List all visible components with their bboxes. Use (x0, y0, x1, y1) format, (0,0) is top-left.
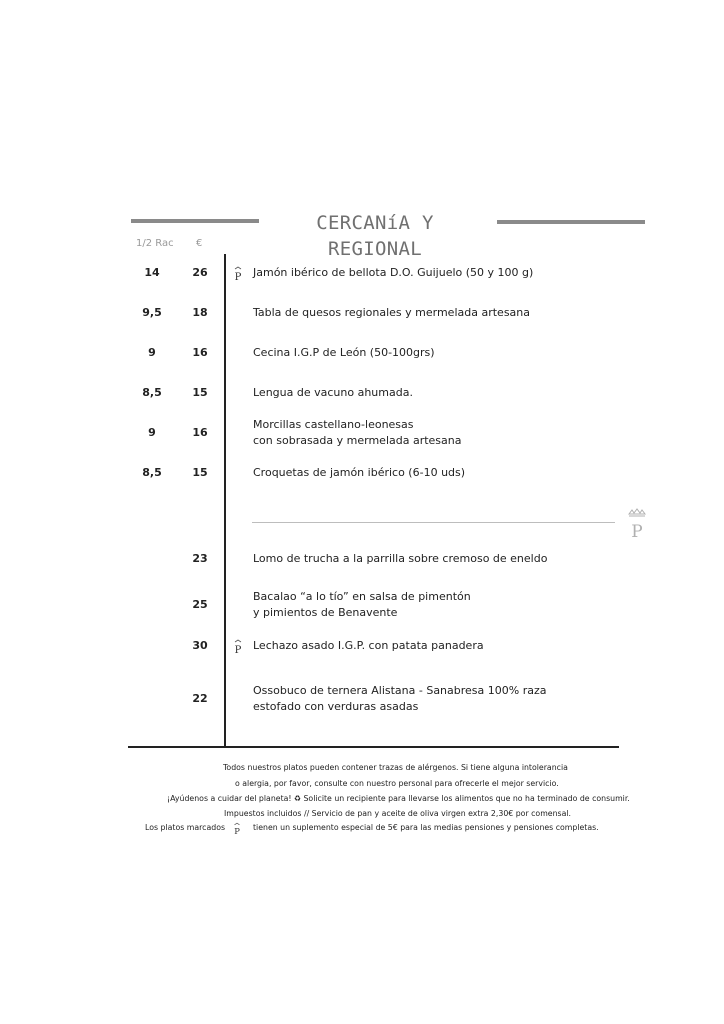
half-price: 8,5 (142, 386, 162, 399)
full-price: 26 (192, 266, 208, 279)
full-price: 25 (192, 598, 208, 611)
full-price: 16 (192, 346, 208, 359)
section-separator (252, 522, 615, 523)
parador-mark-icon (232, 822, 242, 836)
dish-name: Croquetas de jamón ibérico (6-10 uds) (253, 466, 466, 479)
dish-name: Jamón ibérico de bellota D.O. Guijuelo (50 y 100 g) (253, 266, 534, 279)
dish-name: Tabla de quesos regionales y mermelada artesana (253, 306, 530, 319)
half-price: 14 (144, 266, 160, 279)
footer-allergen-line: Todos nuestros platos pueden contener trazas de alérgenos. Si tiene alguna intolerancia (223, 763, 568, 772)
bottom-rule (128, 746, 619, 748)
full-price: 15 (192, 466, 208, 479)
half-price: 9,5 (142, 306, 162, 319)
footer-planet-line: ¡Ayúdenos a cuidar del planeta! ♻ Solicite un recipiente para llevarse los alimentos que no ha terminado de consumir. (167, 794, 630, 803)
footer-allergen-line-2: o alergia, por favor, consulte con nuestro personal para ofrecerle el mejor servicio. (235, 779, 559, 788)
column-header-half: 1/2 Rac (136, 238, 174, 249)
footer-supplement-line: tienen un suplemento especial de 5€ para las medias pensiones y pensiones completas. (253, 823, 599, 832)
svg-text:P: P (234, 826, 240, 836)
full-price: 18 (192, 306, 208, 319)
svg-text:P: P (234, 272, 242, 282)
full-price: 30 (192, 639, 208, 652)
half-price: 9 (148, 346, 156, 359)
dish-name: Ossobuco de ternera Alistana - Sanabresa 100% raza (253, 684, 547, 697)
dish-description: y pimientos de Benavente (253, 606, 398, 619)
dish-name: Bacalao “a lo tío” en salsa de pimentón (253, 590, 471, 603)
half-price: 9 (148, 426, 156, 439)
header-rule-right (497, 220, 645, 224)
dish-name: Lengua de vacuno ahumada. (253, 386, 413, 399)
full-price: 23 (192, 552, 208, 565)
parador-mark-icon (232, 639, 244, 655)
full-price: 15 (192, 386, 208, 399)
dish-name: Lomo de trucha a la parrilla sobre cremoso de eneldo (253, 552, 548, 565)
svg-text:P: P (234, 645, 242, 655)
dish-description: estofado con verduras asadas (253, 700, 419, 713)
svg-text:P: P (631, 522, 643, 540)
header-rule-left (131, 219, 259, 223)
full-price: 16 (192, 426, 208, 439)
dish-description: con sobrasada y mermelada artesana (253, 434, 462, 447)
section-title: CERCANíA Y REGIONAL (316, 212, 434, 260)
half-price: 8,5 (142, 466, 162, 479)
footer-taxes-line: Impuestos incluidos // Servicio de pan y aceite de oliva virgen extra 2,30€ por comensal. (224, 809, 572, 818)
dish-name: Morcillas castellano-leonesas (253, 418, 414, 431)
column-header-full: € (196, 238, 203, 249)
full-price: 22 (192, 692, 208, 705)
footer-marked-label: Los platos marcados (145, 823, 226, 832)
parador-logo-icon (624, 508, 650, 540)
dish-name: Lechazo asado I.G.P. con patata panadera (253, 639, 484, 652)
dish-name: Cecina I.G.P de León (50-100grs) (253, 346, 435, 359)
parador-mark-icon (232, 266, 244, 282)
column-divider (224, 254, 226, 747)
